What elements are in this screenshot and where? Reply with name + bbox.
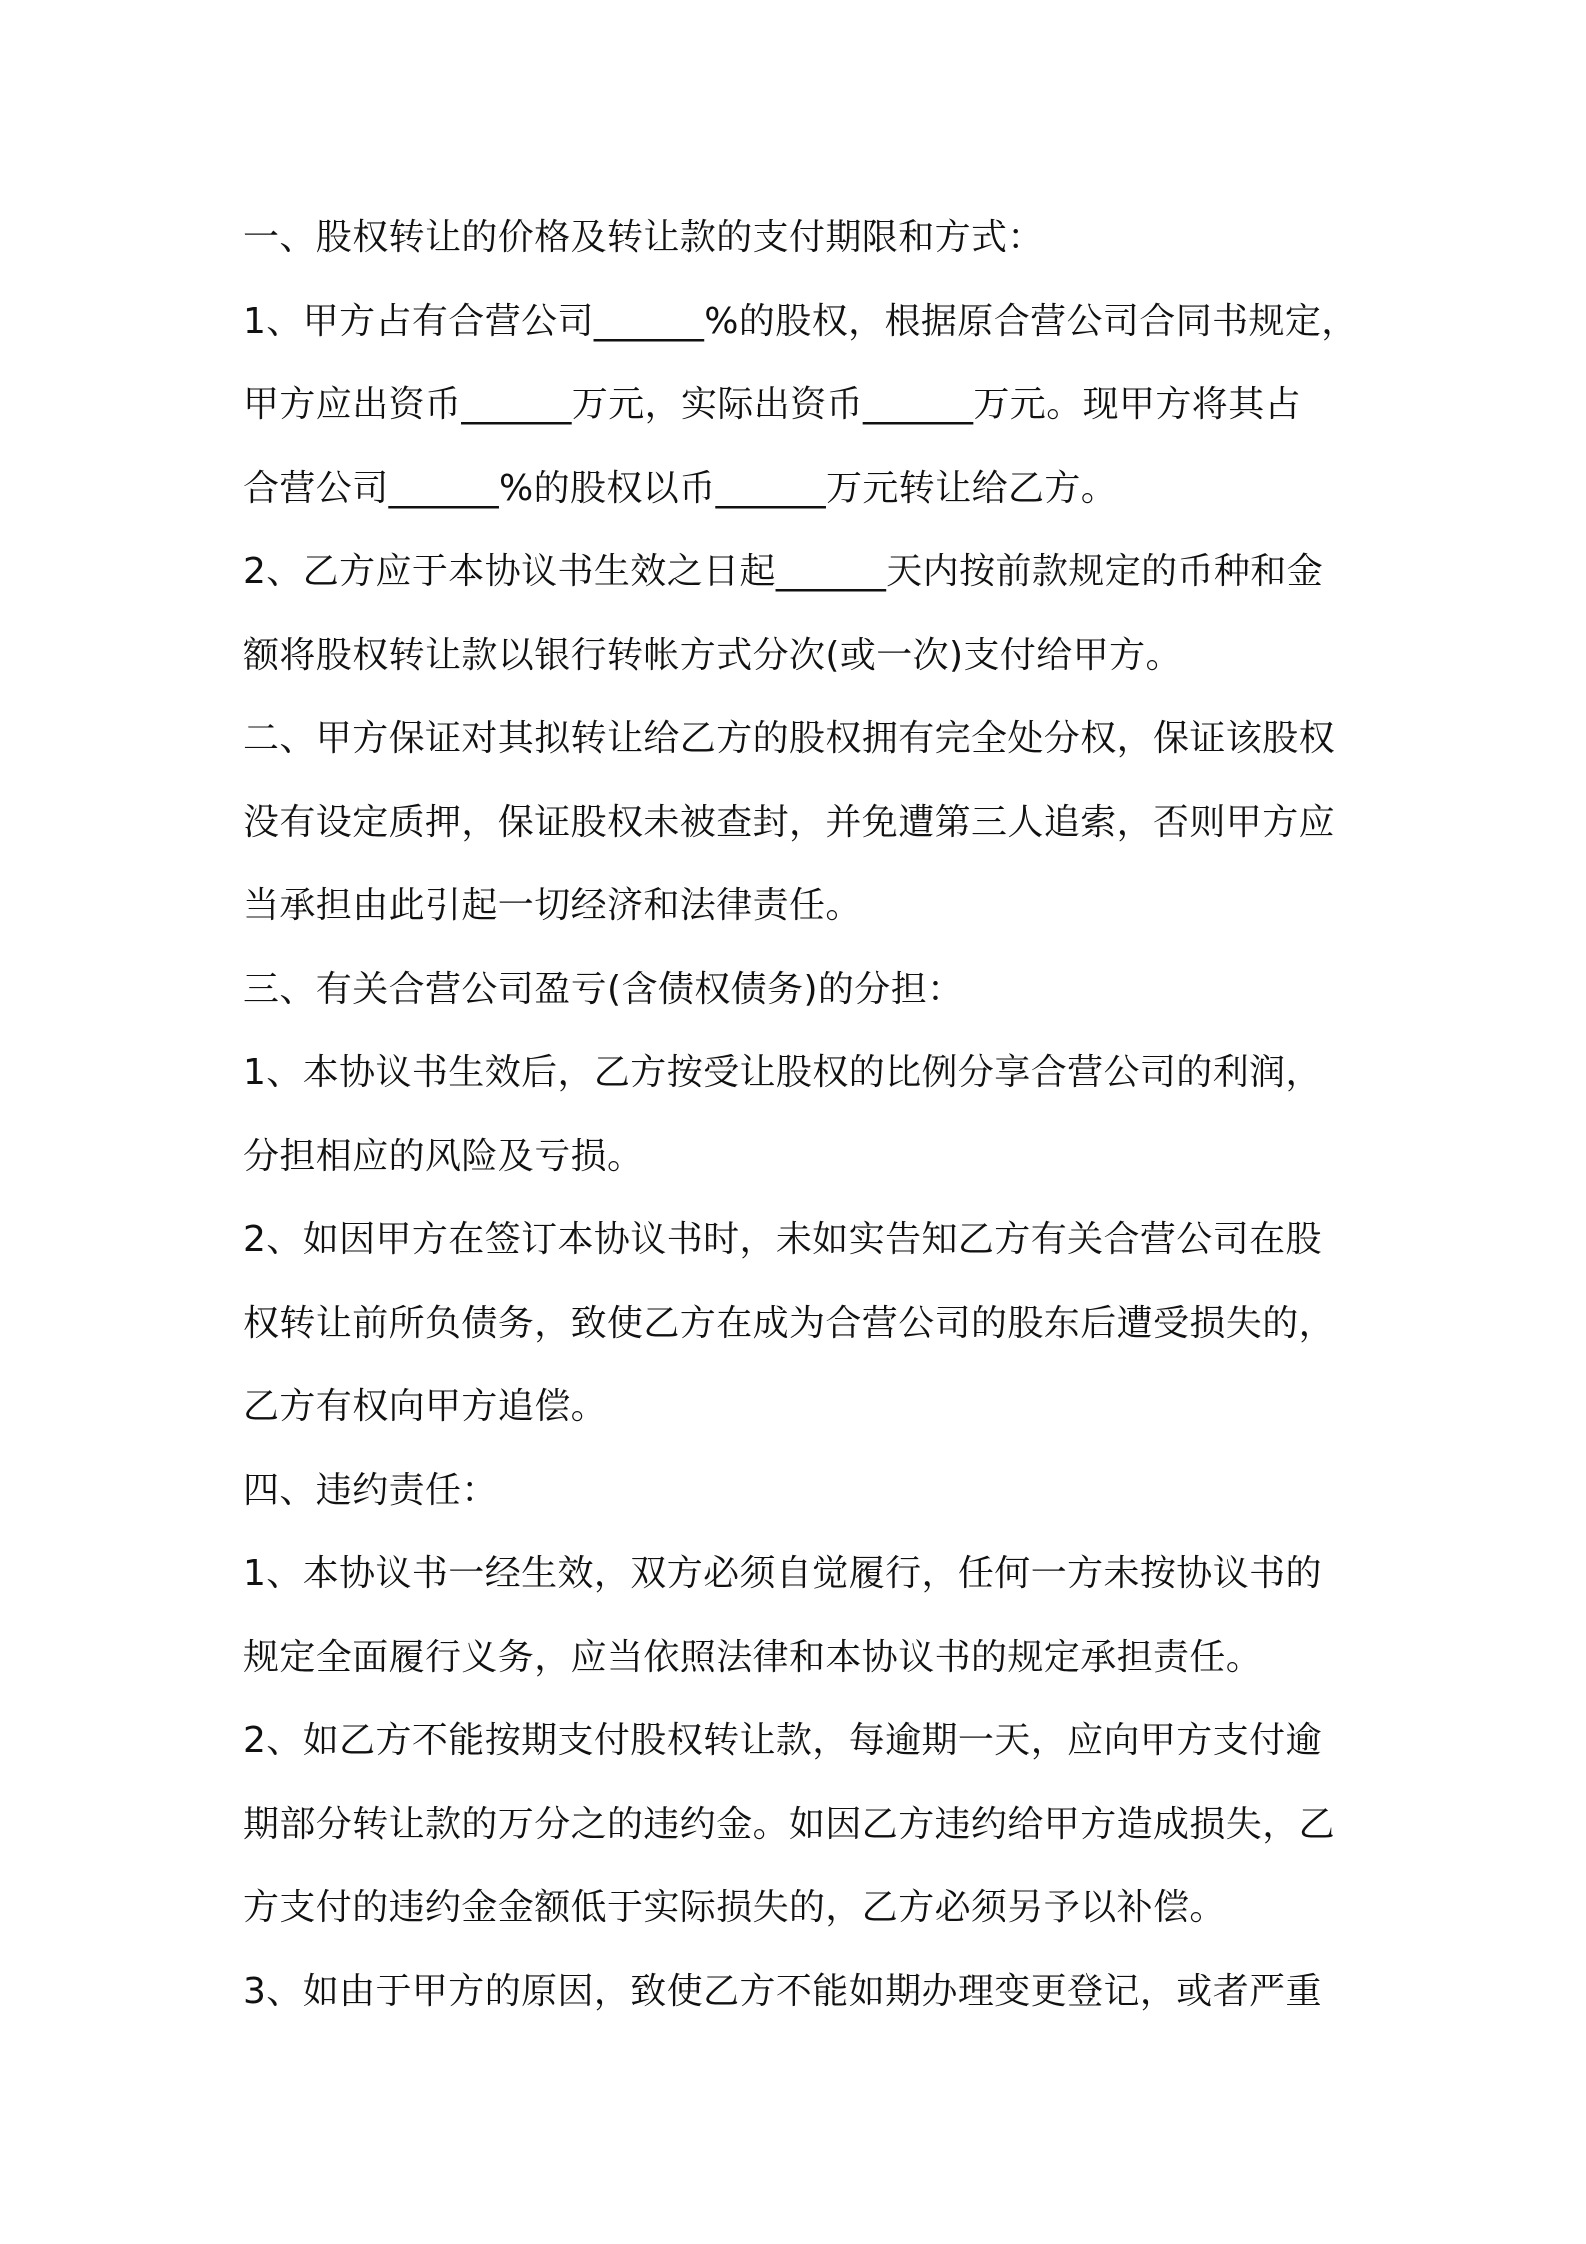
paragraph-line: 当承担由此引起一切经济和法律责任。 (243, 885, 862, 926)
paragraph-line: 1、本协议书生效后，乙方按受让股权的比例分享合营公司的利润， (243, 1052, 1322, 1093)
paragraph-line: 分担相应的风险及亏损。 (243, 1135, 644, 1177)
paragraph-line: 权转让前所负债务，致使乙方在成为合营公司的股东后遭受损失的， (243, 1302, 1336, 1344)
paragraph-line: 2、乙方应于本协议书生效之日起______天内按前款规定的币种和金 (243, 551, 1324, 592)
paragraph-line: 没有设定质押，保证股权未被查封，并免遭第三人追索，否则甲方应 (243, 801, 1336, 843)
paragraph-line: 2、如乙方不能按期支付股权转让款，每逾期一天，应向甲方支付逾 (243, 1720, 1322, 1761)
section-heading-profit-loss: 三、有关合营公司盈亏(含债权债务)的分担： (243, 968, 964, 1010)
paragraph-line: 额将股权转让款以银行转帐方式分次(或一次)支付给甲方。 (243, 634, 1182, 676)
paragraph-line: 甲方应出资币______万元，实际出资币______万元。现甲方将其占 (243, 384, 1302, 425)
paragraph-line: 1、甲方占有合营公司______%的股权，根据原合营公司合同书规定， (243, 300, 1358, 342)
paragraph-line: 乙方有权向甲方追偿。 (243, 1386, 608, 1427)
paragraph-line: 3、如由于甲方的原因，致使乙方不能如期办理变更登记，或者严重 (243, 1970, 1322, 2012)
section-heading-warranty: 二、甲方保证对其拟转让给乙方的股权拥有完全处分权，保证该股权 (243, 718, 1336, 759)
paragraph-line: 1、本协议书一经生效，双方必须自觉履行，任何一方未按协议书的 (243, 1553, 1322, 1594)
paragraph-line: 规定全面履行义务，应当依照法律和本协议书的规定承担责任。 (243, 1636, 1263, 1678)
paragraph-line: 期部分转让款的万分之的违约金。如因乙方违约给甲方造成损失，乙 (243, 1803, 1336, 1845)
paragraph-line: 合营公司______%的股权以币______万元转让给乙方。 (243, 467, 1118, 509)
document-body (243, 196, 1363, 2033)
section-heading-price-payment: 一、股权转让的价格及转让款的支付期限和方式： (243, 217, 1044, 258)
paragraph-line: 方支付的违约金金额低于实际损失的，乙方必须另予以补偿。 (243, 1887, 1226, 1928)
section-heading-liability: 四、违约责任： (243, 1469, 498, 1511)
paragraph-line: 2、如因甲方在签订本协议书时，未如实告知乙方有关合营公司在股 (243, 1219, 1322, 1260)
